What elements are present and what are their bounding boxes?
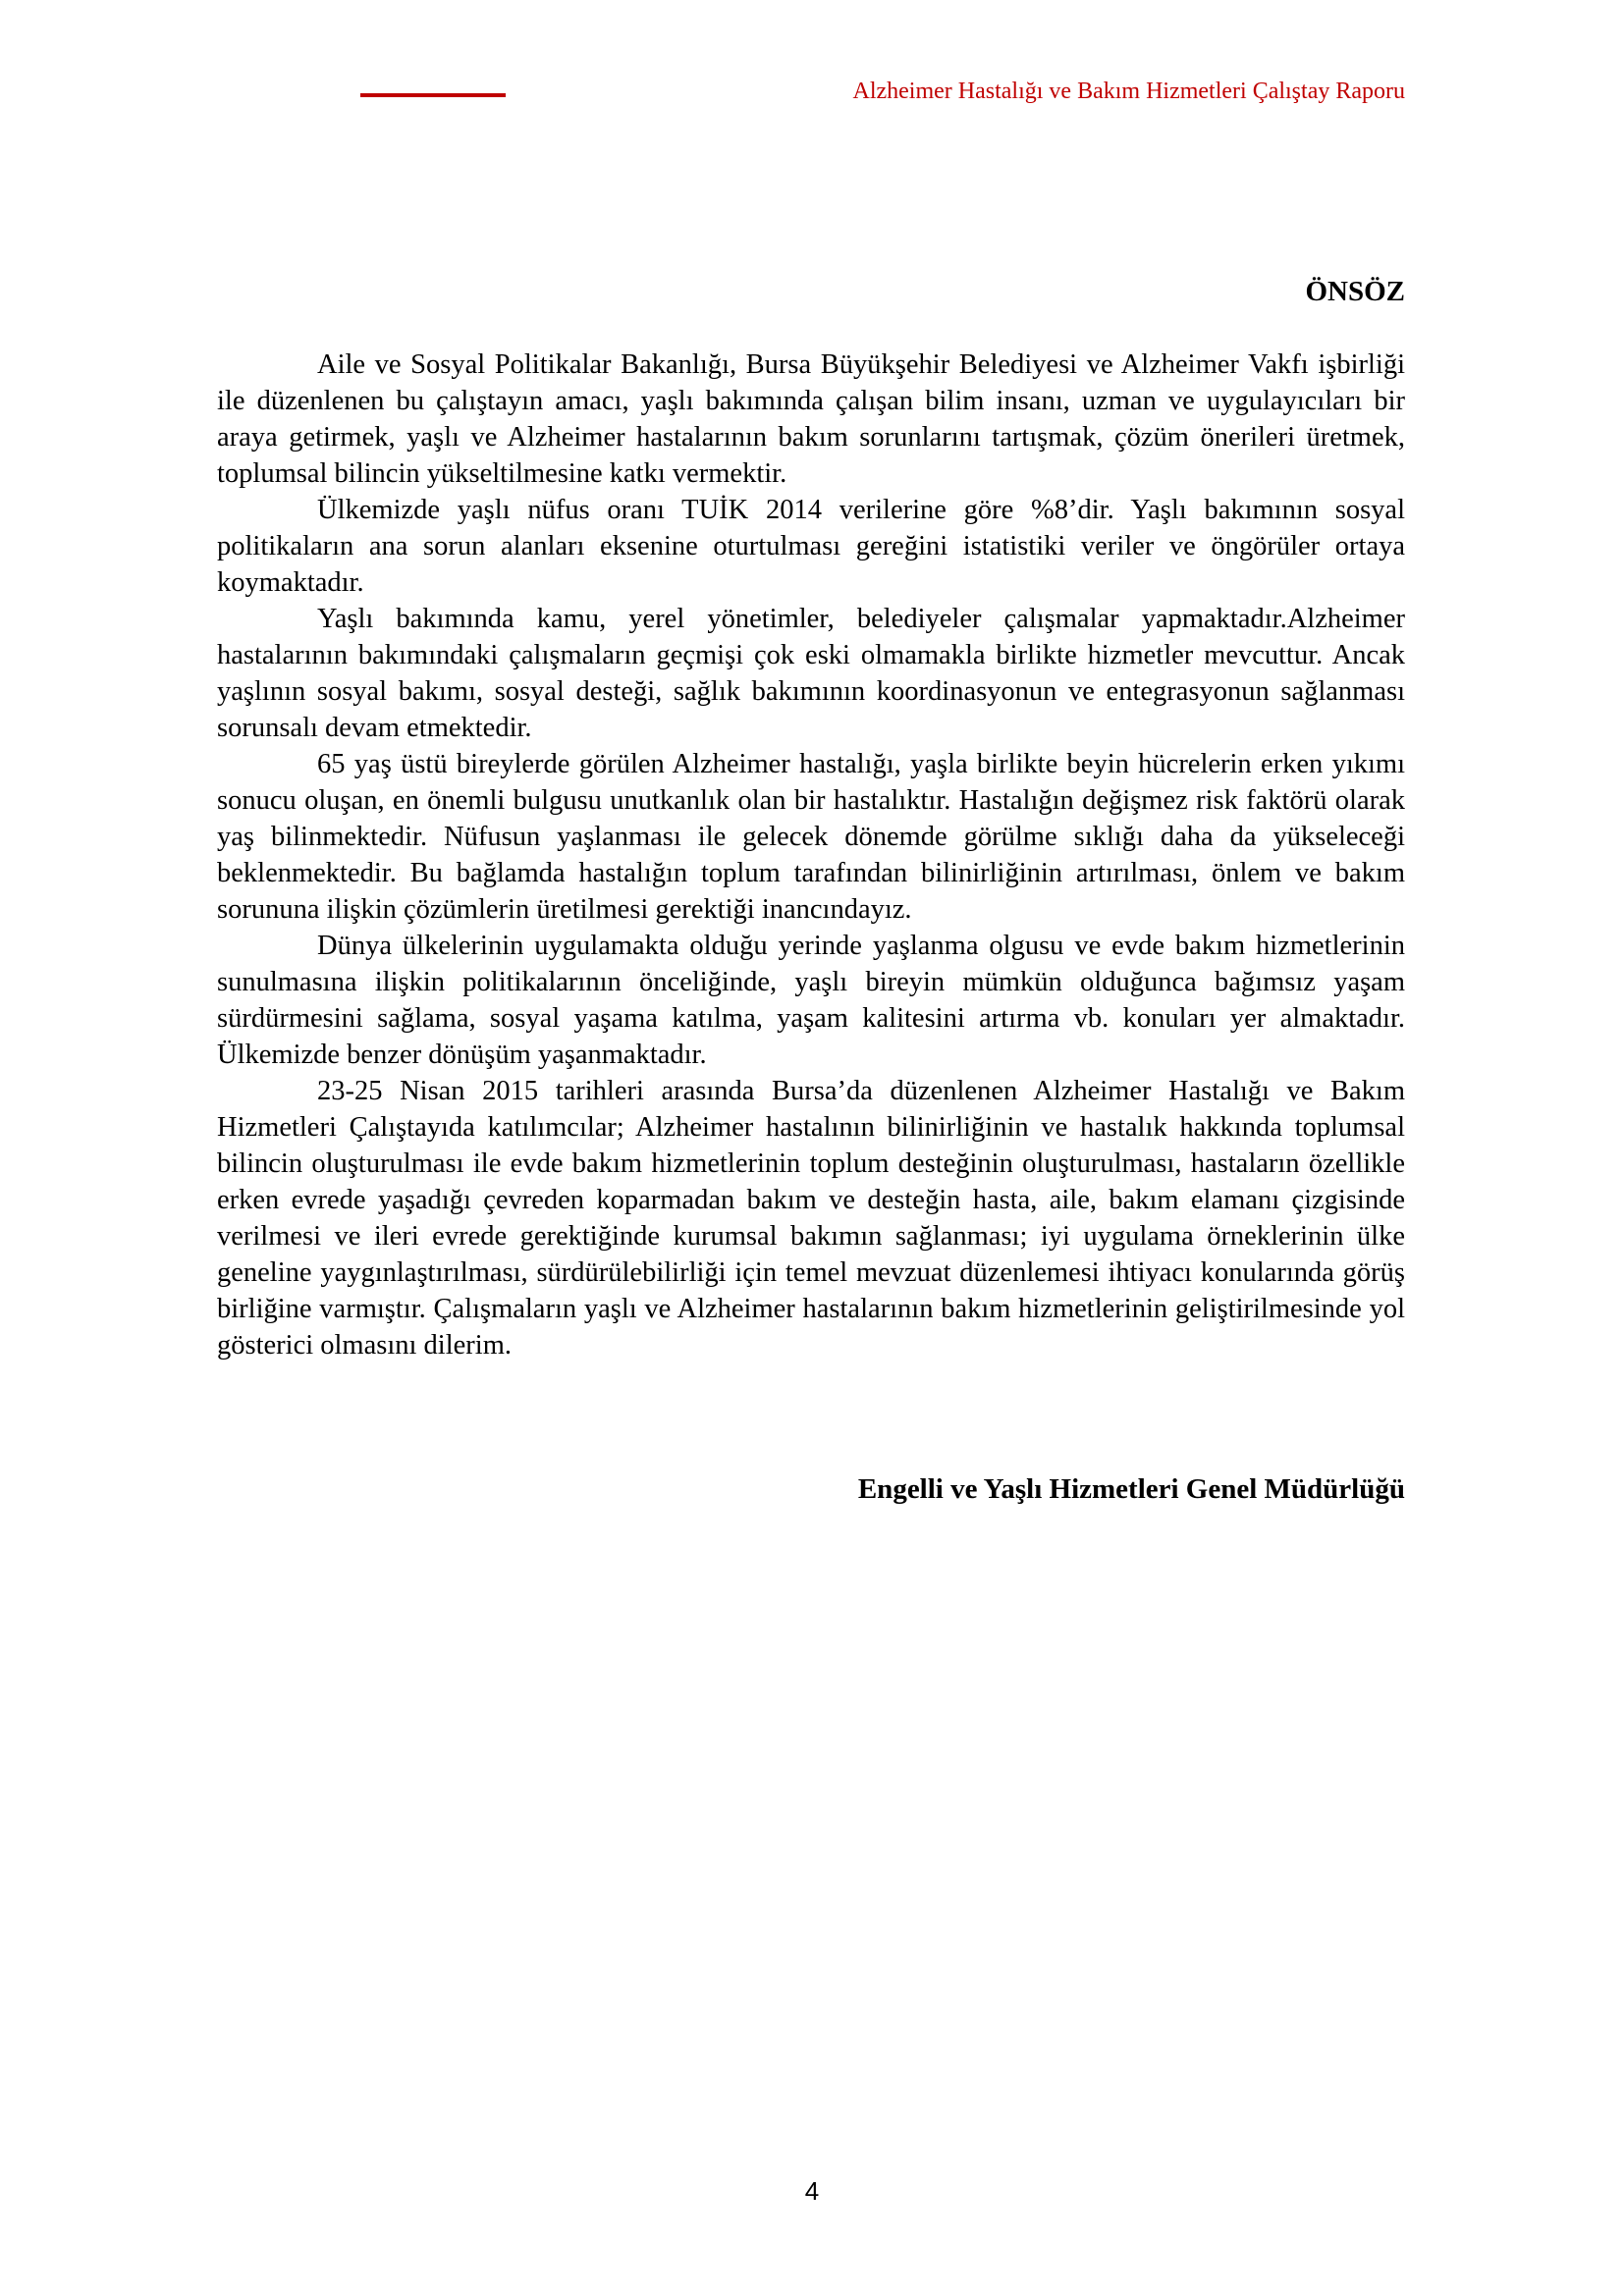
- paragraph-1: Aile ve Sosyal Politikalar Bakanlığı, Bursa Büyükşehir Belediyesi ve Alzheimer Vakfı işbirliği ile düzenlenen bu çalıştayın amacı, yaşlı bakımında çalışan bilim insanı, uzman ve uygulayıcıları bir araya getirmek, yaşlı ve Alzheimer hastalarının bakım sorunlarını tartışmak, çözüm önerileri üretmek, toplumsal bilincin yükseltilmesine katkı vermektir.: [217, 349, 1405, 489]
- signature: Engelli ve Yaşlı Hizmetleri Genel Müdürlüğü: [857, 1473, 1405, 1505]
- paragraph-4: 65 yaş üstü bireylerde görülen Alzheimer hastalığı, yaşla birlikte beyin hücrelerin erken yıkımı sonucu oluşan, en önemli bulgusu unutkanlık olan bir hastalıktır. Hastalığın değişmez risk faktörü olarak yaş bilinmektedir. Nüfusun yaşlanması ile gelecek dönemde görülme sıklığı daha da yükseleceği beklenmektedir. Bu bağlamda hastalığın toplum tarafından bilinirliğinin artırılması, önlem ve bakım sorununa ilişkin çözümlerin üretilmesi gerektiği inancındayız.: [217, 749, 1405, 925]
- page-number: 4: [804, 2176, 820, 2206]
- paragraph-6: 23-25 Nisan 2015 tarihleri arasında Bursa’da düzenlenen Alzheimer Hastalığı ve Bakım Hizmetleri Çalıştayıda katılımcılar; Alzheimer hastalının bilinirliğinin ve hastalık hakkında toplumsal bilincin oluşturulması ile evde bakım hizmetlerinin toplum desteğinin oluşturulması, hastaların özellikle erken evrede yaşadığı çevreden koparmadan bakım ve desteğin hasta, aile, bakım elamanı çizgisinde verilmesi ve ileri evrede gerektiğinde kurumsal bakımın sağlanması; iyi uygulama örneklerinin ülke geneline yaygınlaştırılması, sürdürülebilirliği için temel mevzuat düzenlemesi ihtiyacı konularında görüş birliğine varmıştır. Çalışmaların yaşlı ve Alzheimer hastalarının bakım hizmetlerinin geliştirilmesinde yol gösterici olmasını dilerim.: [217, 1076, 1405, 1361]
- paragraph-3: Yaşlı bakımında kamu, yerel yönetimler, belediyeler çalışmalar yapmaktadır.Alzheimer hastalarının bakımındaki çalışmaların geçmişi çok eski olmamakla birlikte hizmetler mevcuttur. Ancak yaşlının sosyal bakımı, sosyal desteği, sağlık bakımının koordinasyonun ve entegrasyonun sağlanması sorunsalı devam etmektedir.: [217, 604, 1405, 743]
- running-header-title: Alzheimer Hastalığı ve Bakım Hizmetleri Çalıştay Raporu: [852, 79, 1405, 104]
- body-text: [217, 347, 1405, 1363]
- header-accent-line: [360, 93, 506, 97]
- paragraph-5: Dünya ülkelerinin uygulamakta olduğu yerinde yaşlanma olgusu ve evde bakım hizmetlerinin sunulmasına ilişkin politikalarının önceliğinde, yaşlı bireyin mümkün olduğunca bağımsız yaşam sürdürmesini sağlama, sosyal yaşama katılma, yaşam kalitesini artırma vb. konuları yer almaktadır. Ülkemizde benzer dönüşüm yaşanmaktadır.: [217, 931, 1405, 1070]
- section-title: ÖNSÖZ: [1305, 276, 1405, 307]
- paragraph-2: Ülkemizde yaşlı nüfus oranı TUİK 2014 verilerine göre %8’dir. Yaşlı bakımının sosyal politikaların ana sorun alanları eksenine oturtulması gereğini istatistiki veriler ve öngörüler ortaya koymaktadır.: [217, 495, 1405, 598]
